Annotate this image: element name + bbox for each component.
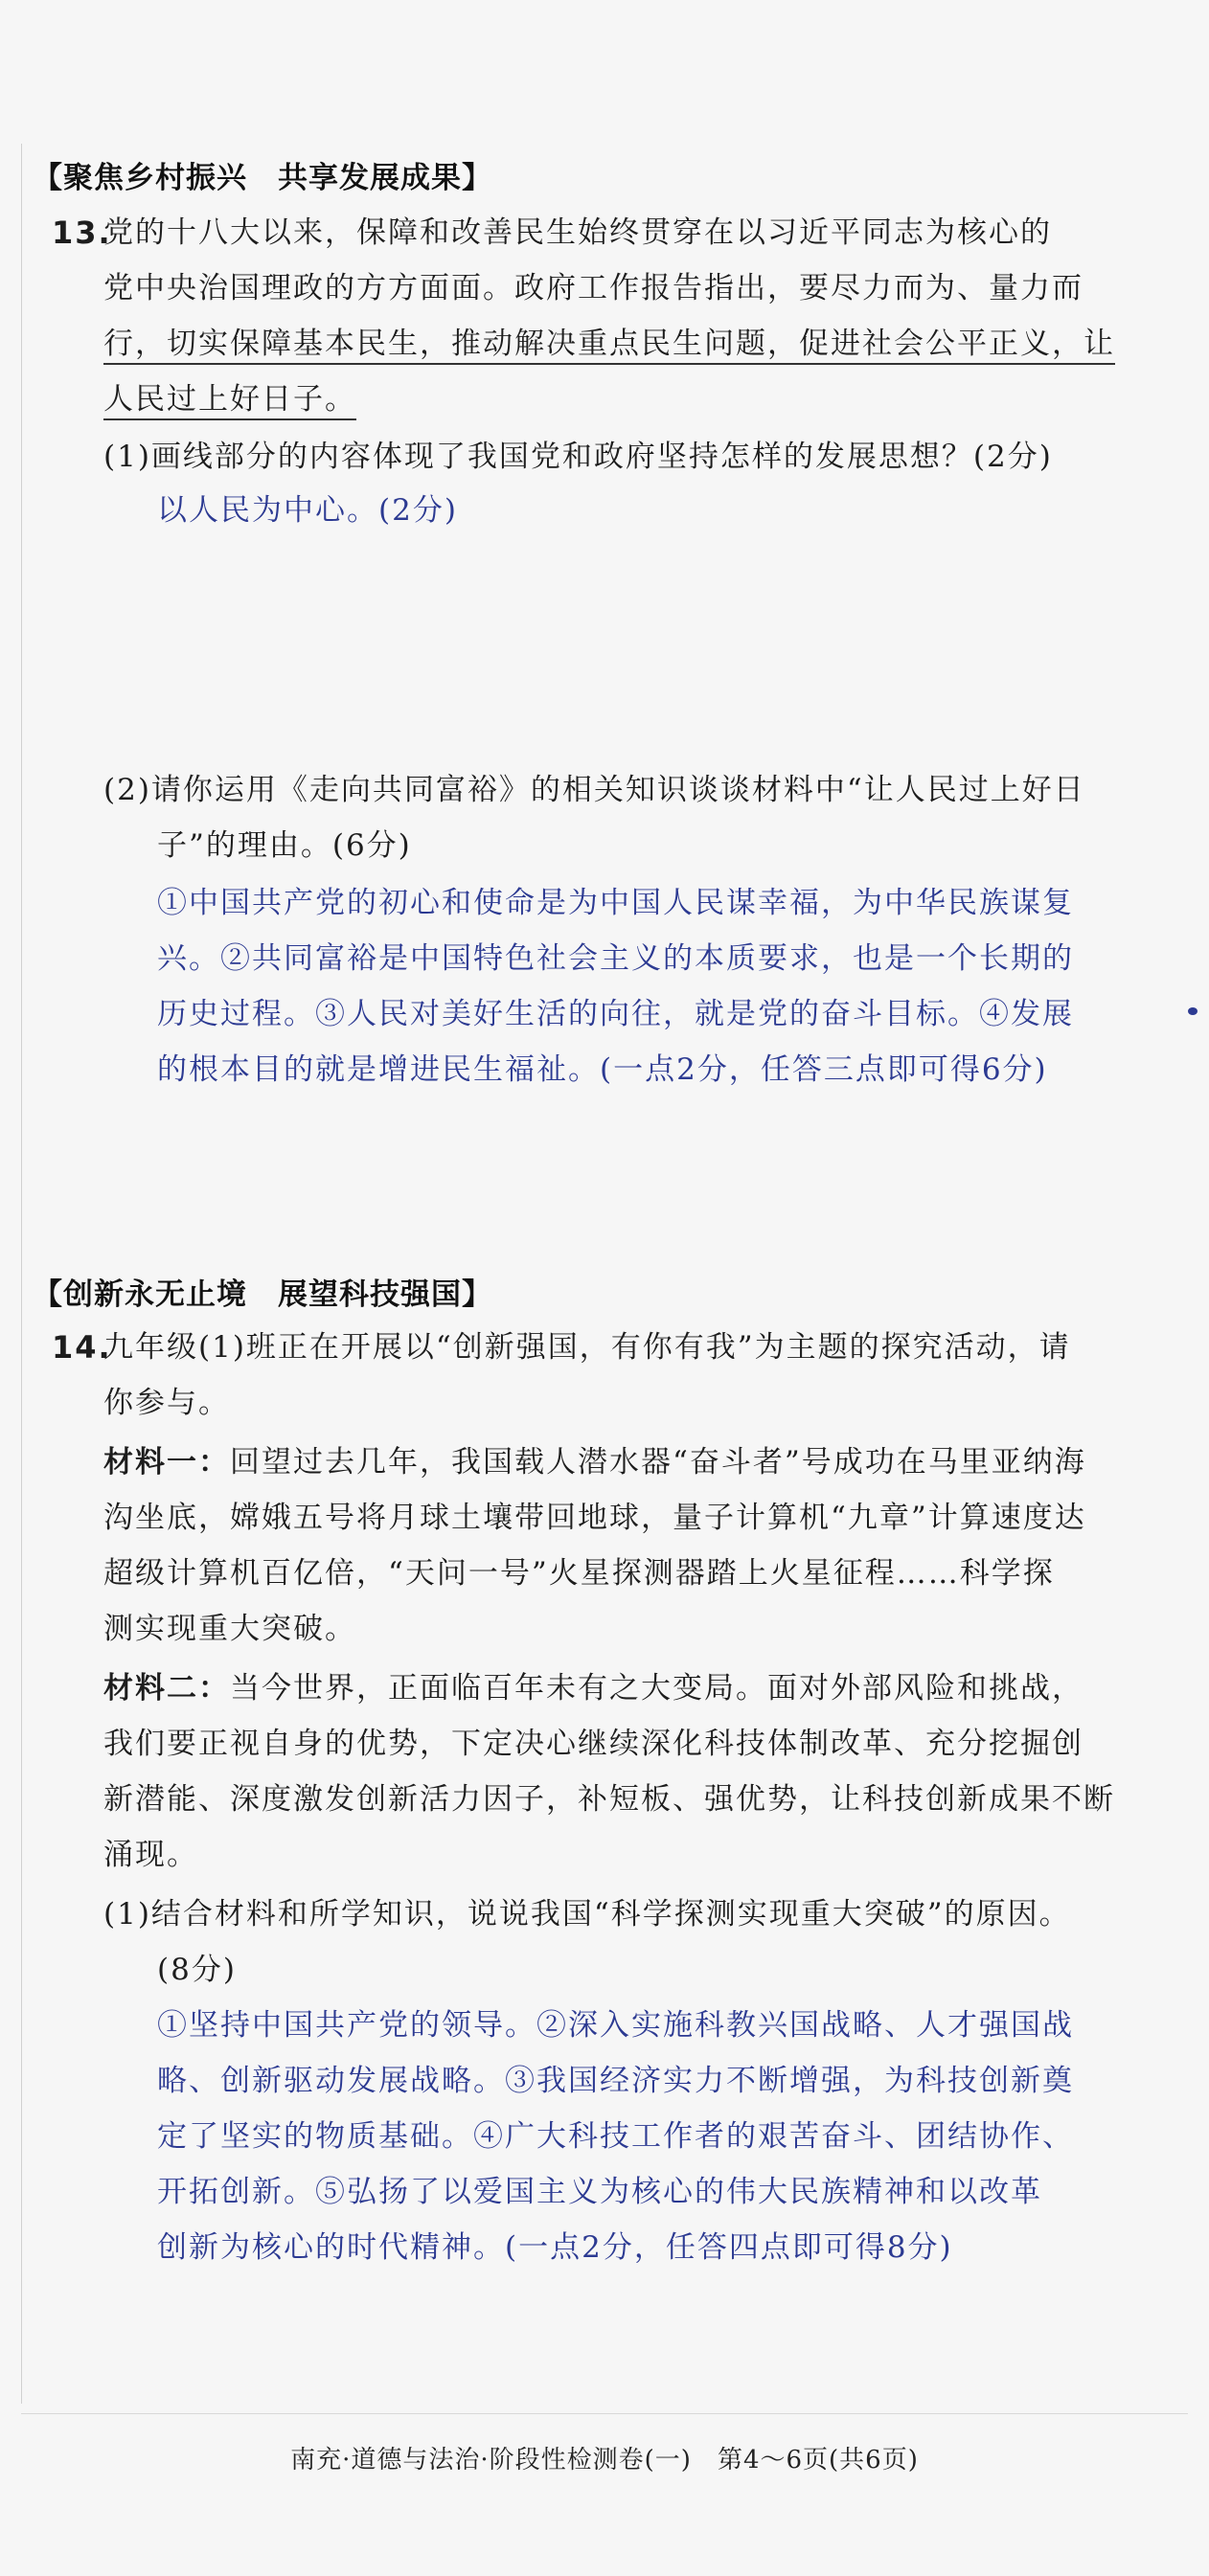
footer-rule (21, 2413, 1188, 2414)
subquestion-2-line: 子”的理由。(6分) (157, 828, 412, 863)
material2-label: 材料二： (103, 1671, 230, 1706)
answer-2-line: 历史过程。③人民对美好生活的向往，就是党的奋斗目标。④发展 (157, 997, 1074, 1031)
material2-line: 材料二：当今世界，正面临百年未有之大变局。面对外部风险和挑战， (103, 1671, 1084, 1706)
material1-line: 测实现重大突破。 (103, 1612, 356, 1646)
answer-1-line: 定了坚实的物质基础。④广大科技工作者的艰苦奋斗、团结协作、 (157, 2119, 1074, 2154)
intro-line: 你参与。 (103, 1386, 230, 1420)
material1-line: 材料一：回望过去几年，我国载人潜水器“奋斗者”号成功在马里亚纳海 (103, 1445, 1086, 1480)
material-line-underlined: 人民过上好日子。 (103, 372, 356, 427)
answer-2-line: 的根本目的就是增进民生福祉。(一点2分，任答三点即可得6分) (157, 1052, 1048, 1087)
answer-1: 以人民为中心。(2分) (157, 493, 458, 528)
subquestion-2-line: (2)请你运用《走向共同富裕》的相关知识谈谈材料中“让人民过上好日 (103, 773, 1085, 807)
material-line-underlined: 行，切实保障基本民生，推动解决重点民生问题，促进社会公平正义，让 (103, 316, 1115, 372)
material2-line: 我们要正视自身的优势，下定决心继续深化科技体制改革、充分挖掘创 (103, 1727, 1084, 1761)
material1-line: 沟坐底，嫦娥五号将月球土壤带回地球，量子计算机“九章”计算速度达 (103, 1501, 1086, 1535)
answer-2-line: ①中国共产党的初心和使命是为中国人民谋幸福，为中华民族谋复 (157, 886, 1074, 920)
left-margin-rule (21, 144, 22, 2404)
section-title-rural-revitalization: 【聚焦乡村振兴 共享发展成果】 (33, 161, 492, 195)
subquestion-1-line: (1)结合材料和所学知识，说说我国“科学探测实现重大突破”的原因。 (103, 1897, 1071, 1932)
material2-line: 涌现。 (103, 1838, 198, 1872)
intro-line: 九年级(1)班正在开展以“创新强国，有你有我”为主题的探究活动，请 (103, 1330, 1071, 1365)
section-title-innovation: 【创新永无止境 展望科技强国】 (33, 1277, 492, 1312)
answer-2-line: 兴。②共同富裕是中国特色社会主义的本质要求，也是一个长期的 (157, 941, 1074, 976)
answer-1-line: 略、创新驱动发展战略。③我国经济实力不断增强，为科技创新奠 (157, 2064, 1074, 2098)
question-number: 13. (52, 215, 112, 251)
material-line: 党的十八大以来，保障和改善民生始终贯穿在以习近平同志为核心的 (103, 215, 1052, 250)
subquestion-1-line: (8分) (157, 1953, 237, 1987)
pen-mark (1188, 1007, 1198, 1015)
material2-line: 新潜能、深度激发创新活力因子，补短板、强优势，让科技创新成果不断 (103, 1782, 1115, 1817)
question-number: 14. (52, 1329, 112, 1366)
material1-line: 超级计算机百亿倍，“天问一号”火星探测器踏上火星征程……科学探 (103, 1556, 1055, 1591)
answer-1-line: ①坚持中国共产党的领导。②深入实施科教兴国战略、人才强国战 (157, 2008, 1074, 2043)
material-line: 党中央治国理政的方方面面。政府工作报告指出，要尽力而为、量力而 (103, 271, 1084, 305)
answer-1-line: 创新为核心的时代精神。(一点2分，任答四点即可得8分) (157, 2230, 953, 2265)
answer-1-line: 开拓创新。⑤弘扬了以爱国主义为核心的伟大民族精神和以改革 (157, 2175, 1042, 2209)
subquestion-1: (1)画线部分的内容体现了我国党和政府坚持怎样的发展思想？(2分) (103, 440, 1053, 474)
page-footer: 南充·道德与法治·阶段性检测卷(一) 第4～6页(共6页) (290, 2446, 919, 2474)
material1-label: 材料一： (103, 1445, 230, 1480)
